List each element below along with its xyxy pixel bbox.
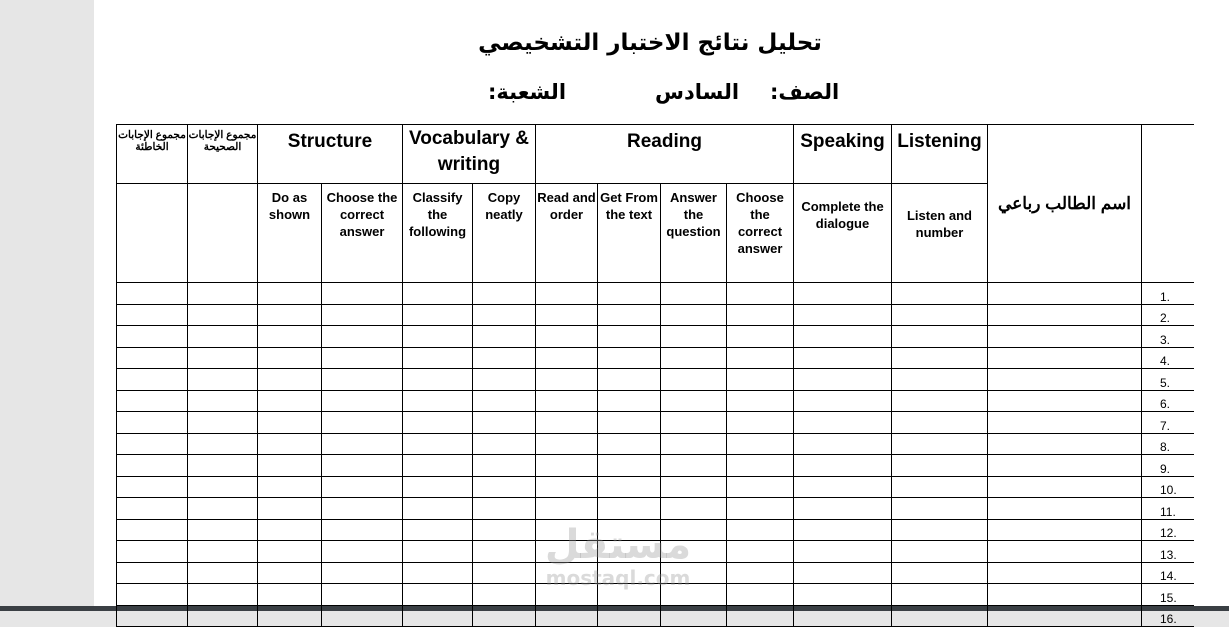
table-cell[interactable]	[794, 283, 892, 305]
table-cell[interactable]	[403, 326, 473, 348]
table-cell[interactable]	[598, 369, 661, 391]
table-cell[interactable]	[794, 390, 892, 412]
table-cell[interactable]	[322, 605, 403, 627]
table-cell[interactable]	[117, 390, 188, 412]
table-row	[117, 476, 1194, 498]
table-cell[interactable]	[794, 476, 892, 498]
table-cell[interactable]	[258, 562, 322, 584]
table-cell[interactable]	[892, 390, 988, 412]
table-cell[interactable]	[661, 605, 727, 627]
table-cell[interactable]	[322, 584, 403, 606]
vocab-header: Vocabulary & writing	[403, 125, 536, 184]
table-cell[interactable]	[892, 605, 988, 627]
results-table	[116, 124, 1194, 627]
table-cell[interactable]	[661, 584, 727, 606]
table-cell[interactable]	[598, 412, 661, 434]
table-row	[117, 326, 1194, 348]
table-cell[interactable]	[794, 605, 892, 627]
table-cell[interactable]	[403, 519, 473, 541]
table-cell[interactable]	[727, 347, 794, 369]
table-cell[interactable]	[988, 519, 1142, 541]
table-cell[interactable]	[117, 326, 188, 348]
row-number: 13.	[1142, 541, 1194, 563]
table-cell[interactable]	[892, 562, 988, 584]
table-cell[interactable]	[988, 476, 1142, 498]
table-cell[interactable]	[988, 412, 1142, 434]
table-cell[interactable]	[892, 283, 988, 305]
table-cell[interactable]	[403, 369, 473, 391]
table-cell[interactable]	[117, 455, 188, 477]
table-cell[interactable]	[661, 326, 727, 348]
table-row	[117, 541, 1194, 563]
table-cell[interactable]	[727, 283, 794, 305]
table-cell[interactable]	[598, 562, 661, 584]
table-cell[interactable]	[188, 562, 258, 584]
table-cell[interactable]	[727, 476, 794, 498]
table-cell[interactable]	[258, 605, 322, 627]
table-cell[interactable]	[322, 455, 403, 477]
table-cell[interactable]	[473, 304, 536, 326]
table-cell[interactable]	[892, 519, 988, 541]
grade-value: السادس	[655, 80, 740, 104]
table-cell[interactable]	[988, 347, 1142, 369]
table-cell[interactable]	[536, 433, 598, 455]
grade-label: الصف:	[770, 80, 840, 104]
table-cell[interactable]	[473, 283, 536, 305]
table-cell[interactable]	[117, 562, 188, 584]
sub-choose-correct-reading: Choose the correct answer	[727, 184, 794, 283]
right-total-sub	[188, 184, 258, 283]
table-cell[interactable]	[258, 498, 322, 520]
table-cell[interactable]	[598, 519, 661, 541]
table-cell[interactable]	[536, 584, 598, 606]
table-cell[interactable]	[598, 455, 661, 477]
table-cell[interactable]	[988, 605, 1142, 627]
table-cell[interactable]	[536, 304, 598, 326]
table-cell[interactable]	[892, 455, 988, 477]
row-number: 10.	[1142, 476, 1194, 498]
table-cell[interactable]	[727, 541, 794, 563]
table-cell[interactable]	[794, 584, 892, 606]
table-cell[interactable]	[598, 283, 661, 305]
table-cell[interactable]	[403, 476, 473, 498]
table-row	[117, 519, 1194, 541]
table-cell[interactable]	[188, 433, 258, 455]
table-cell[interactable]	[258, 412, 322, 434]
table-row	[117, 584, 1194, 606]
table-cell[interactable]	[473, 498, 536, 520]
table-cell[interactable]	[661, 347, 727, 369]
table-cell[interactable]	[403, 584, 473, 606]
table-cell[interactable]	[536, 283, 598, 305]
table-cell[interactable]	[794, 433, 892, 455]
table-cell[interactable]	[473, 412, 536, 434]
table-cell[interactable]	[661, 455, 727, 477]
table-cell[interactable]	[322, 369, 403, 391]
table-cell[interactable]	[403, 605, 473, 627]
table-cell[interactable]	[727, 369, 794, 391]
table-cell[interactable]	[794, 455, 892, 477]
table-cell[interactable]	[473, 476, 536, 498]
table-cell[interactable]	[473, 369, 536, 391]
speaking-header: Speaking	[794, 125, 892, 184]
table-cell[interactable]	[988, 390, 1142, 412]
table-row	[117, 433, 1194, 455]
table-cell[interactable]	[794, 304, 892, 326]
table-cell[interactable]	[988, 326, 1142, 348]
table-cell[interactable]	[661, 541, 727, 563]
table-cell[interactable]	[661, 433, 727, 455]
table-cell[interactable]	[188, 476, 258, 498]
right-total-header: مجموع الإجابات الصحيحة	[188, 125, 258, 184]
row-number: 12.	[1142, 519, 1194, 541]
table-cell[interactable]	[473, 455, 536, 477]
table-cell[interactable]	[403, 390, 473, 412]
table-cell[interactable]	[403, 304, 473, 326]
table-cell[interactable]	[598, 390, 661, 412]
table-cell[interactable]	[117, 541, 188, 563]
table-cell[interactable]	[598, 304, 661, 326]
table-cell[interactable]	[188, 584, 258, 606]
table-cell[interactable]	[473, 326, 536, 348]
row-number: 7.	[1142, 412, 1194, 434]
table-cell[interactable]	[727, 562, 794, 584]
table-cell[interactable]	[322, 476, 403, 498]
table-cell[interactable]	[403, 455, 473, 477]
row-number: 6.	[1142, 390, 1194, 412]
table-cell[interactable]	[988, 498, 1142, 520]
table-cell[interactable]	[661, 390, 727, 412]
table-cell[interactable]	[988, 562, 1142, 584]
sub-choose-correct: Choose the correct answer	[322, 184, 403, 283]
table-row	[117, 498, 1194, 520]
table-cell[interactable]	[598, 326, 661, 348]
table-cell[interactable]	[794, 326, 892, 348]
table-cell[interactable]	[892, 541, 988, 563]
sub-do-as-shown: Do as shown	[258, 184, 322, 283]
table-cell[interactable]	[258, 476, 322, 498]
row-number: 9.	[1142, 455, 1194, 477]
table-cell[interactable]	[892, 433, 988, 455]
table-cell[interactable]	[473, 519, 536, 541]
row-number: 1.	[1142, 283, 1194, 305]
table-cell[interactable]	[322, 283, 403, 305]
table-cell[interactable]	[661, 412, 727, 434]
table-cell[interactable]	[598, 476, 661, 498]
sub-get-from-text: Get From the text	[598, 184, 661, 283]
table-cell[interactable]	[598, 433, 661, 455]
table-cell[interactable]	[598, 347, 661, 369]
table-cell[interactable]	[322, 304, 403, 326]
sub-classify: Classify the following	[403, 184, 473, 283]
table-cell[interactable]	[258, 433, 322, 455]
row-number: 8.	[1142, 433, 1194, 455]
table-cell[interactable]	[892, 347, 988, 369]
wrong-total-sub	[117, 184, 188, 283]
table-cell[interactable]	[892, 326, 988, 348]
table-cell[interactable]	[322, 519, 403, 541]
table-cell[interactable]	[473, 562, 536, 584]
table-cell[interactable]	[117, 304, 188, 326]
table-cell[interactable]	[988, 369, 1142, 391]
table-cell[interactable]	[322, 347, 403, 369]
table-cell[interactable]	[322, 412, 403, 434]
table-cell[interactable]	[727, 304, 794, 326]
table-cell[interactable]	[473, 541, 536, 563]
table-cell[interactable]	[117, 584, 188, 606]
table-cell[interactable]	[117, 476, 188, 498]
table-cell[interactable]	[661, 562, 727, 584]
table-cell[interactable]	[661, 283, 727, 305]
table-row	[117, 605, 1194, 627]
table-cell[interactable]	[258, 347, 322, 369]
table-cell[interactable]	[727, 433, 794, 455]
table-cell[interactable]	[117, 283, 188, 305]
table-cell[interactable]	[403, 433, 473, 455]
table-cell[interactable]	[188, 541, 258, 563]
table-cell[interactable]	[892, 369, 988, 391]
table-cell[interactable]	[117, 519, 188, 541]
table-cell[interactable]	[258, 390, 322, 412]
table-cell[interactable]	[536, 519, 598, 541]
table-cell[interactable]	[988, 455, 1142, 477]
table-cell[interactable]	[403, 498, 473, 520]
table-cell[interactable]	[403, 412, 473, 434]
table-cell[interactable]	[598, 584, 661, 606]
table-cell[interactable]	[794, 412, 892, 434]
table-cell[interactable]	[258, 455, 322, 477]
wrong-total-header: مجموع الإجابات الخاطئة	[117, 125, 188, 184]
table-cell[interactable]	[188, 369, 258, 391]
table-cell[interactable]	[117, 412, 188, 434]
table-cell[interactable]	[117, 605, 188, 627]
table-cell[interactable]	[188, 455, 258, 477]
table-cell[interactable]	[794, 347, 892, 369]
table-row	[117, 347, 1194, 369]
table-cell[interactable]	[258, 541, 322, 563]
row-number: 11.	[1142, 498, 1194, 520]
listening-header: Listening	[892, 125, 988, 184]
table-cell[interactable]	[661, 369, 727, 391]
table-cell[interactable]	[536, 326, 598, 348]
table-cell[interactable]	[536, 369, 598, 391]
row-number: 15.	[1142, 584, 1194, 606]
table-cell[interactable]	[727, 519, 794, 541]
table-cell[interactable]	[988, 541, 1142, 563]
table-cell[interactable]	[598, 498, 661, 520]
table-cell[interactable]	[794, 369, 892, 391]
watermark-logo: مستقل mostaql.com	[544, 522, 692, 590]
table-cell[interactable]	[117, 498, 188, 520]
table-row	[117, 390, 1194, 412]
table-cell[interactable]	[258, 584, 322, 606]
table-cell[interactable]	[988, 584, 1142, 606]
table-cell[interactable]	[322, 326, 403, 348]
table-cell[interactable]	[258, 283, 322, 305]
table-cell[interactable]	[727, 605, 794, 627]
table-cell[interactable]	[322, 562, 403, 584]
table-row	[117, 369, 1194, 391]
page-title: تحليل نتائج الاختبار التشخيصي	[478, 30, 822, 56]
table-cell[interactable]	[536, 347, 598, 369]
table-cell[interactable]	[117, 369, 188, 391]
table-cell[interactable]	[536, 541, 598, 563]
table-cell[interactable]	[661, 476, 727, 498]
table-cell[interactable]	[473, 605, 536, 627]
table-cell[interactable]	[536, 390, 598, 412]
row-number: 5.	[1142, 369, 1194, 391]
table-row	[117, 304, 1194, 326]
table-cell[interactable]	[892, 412, 988, 434]
table-row	[117, 562, 1194, 584]
row-number: 14.	[1142, 562, 1194, 584]
table-cell[interactable]	[794, 519, 892, 541]
table-cell[interactable]	[473, 433, 536, 455]
table-cell[interactable]	[258, 519, 322, 541]
table-cell[interactable]	[188, 412, 258, 434]
table-cell[interactable]	[188, 390, 258, 412]
structure-header: Structure	[258, 125, 403, 184]
row-number: 2.	[1142, 304, 1194, 326]
row-number: 16.	[1142, 605, 1194, 627]
student-name-header: اسم الطالب رباعي	[988, 125, 1142, 283]
row-number: 3.	[1142, 326, 1194, 348]
section-label: الشعبة:	[488, 80, 567, 104]
table-cell[interactable]	[536, 605, 598, 627]
row-number: 4.	[1142, 347, 1194, 369]
table-cell[interactable]	[322, 433, 403, 455]
table-cell[interactable]	[403, 562, 473, 584]
table-cell[interactable]	[727, 455, 794, 477]
sub-answer-question: Answer the question	[661, 184, 727, 283]
table-cell[interactable]	[258, 369, 322, 391]
table-cell[interactable]	[473, 390, 536, 412]
table-cell[interactable]	[598, 605, 661, 627]
reading-header: Reading	[536, 125, 794, 184]
table-cell[interactable]	[536, 455, 598, 477]
table-cell[interactable]	[322, 498, 403, 520]
table-cell[interactable]	[188, 326, 258, 348]
sub-listen-number: Listen and number	[892, 184, 988, 283]
table-cell[interactable]	[536, 412, 598, 434]
table-cell[interactable]	[188, 498, 258, 520]
table-cell[interactable]	[988, 283, 1142, 305]
table-cell[interactable]	[661, 498, 727, 520]
table-cell[interactable]	[794, 498, 892, 520]
table-cell[interactable]	[892, 498, 988, 520]
number-header	[1142, 125, 1194, 283]
table-cell[interactable]	[988, 304, 1142, 326]
table-cell[interactable]	[322, 390, 403, 412]
table-cell[interactable]	[794, 562, 892, 584]
table-row	[117, 455, 1194, 477]
table-cell[interactable]	[473, 584, 536, 606]
table-cell[interactable]	[727, 326, 794, 348]
table-cell[interactable]	[892, 584, 988, 606]
table-cell[interactable]	[727, 412, 794, 434]
table-cell[interactable]	[892, 476, 988, 498]
table-cell[interactable]	[117, 433, 188, 455]
sub-copy: Copy neatly	[473, 184, 536, 283]
table-cell[interactable]	[117, 347, 188, 369]
table-row	[117, 283, 1194, 305]
table-cell[interactable]	[403, 283, 473, 305]
table-cell[interactable]	[661, 304, 727, 326]
table-cell[interactable]	[727, 498, 794, 520]
table-cell[interactable]	[727, 390, 794, 412]
table-cell[interactable]	[794, 541, 892, 563]
table-cell[interactable]	[598, 541, 661, 563]
table-cell[interactable]	[403, 541, 473, 563]
table-cell[interactable]	[892, 304, 988, 326]
table-cell[interactable]	[536, 476, 598, 498]
table-cell[interactable]	[188, 605, 258, 627]
table-cell[interactable]	[536, 562, 598, 584]
table-cell[interactable]	[536, 498, 598, 520]
table-cell[interactable]	[473, 347, 536, 369]
table-cell[interactable]	[188, 283, 258, 305]
table-cell[interactable]	[258, 326, 322, 348]
table-cell[interactable]	[661, 519, 727, 541]
table-cell[interactable]	[727, 584, 794, 606]
table-cell[interactable]	[188, 304, 258, 326]
table-cell[interactable]	[258, 304, 322, 326]
table-row	[117, 412, 1194, 434]
table-cell[interactable]	[988, 433, 1142, 455]
table-cell[interactable]	[188, 347, 258, 369]
table-cell[interactable]	[188, 519, 258, 541]
sub-read-order: Read and order	[536, 184, 598, 283]
table-cell[interactable]	[322, 541, 403, 563]
table-cell[interactable]	[403, 347, 473, 369]
sub-complete-dialogue: Complete the dialogue	[794, 184, 892, 283]
